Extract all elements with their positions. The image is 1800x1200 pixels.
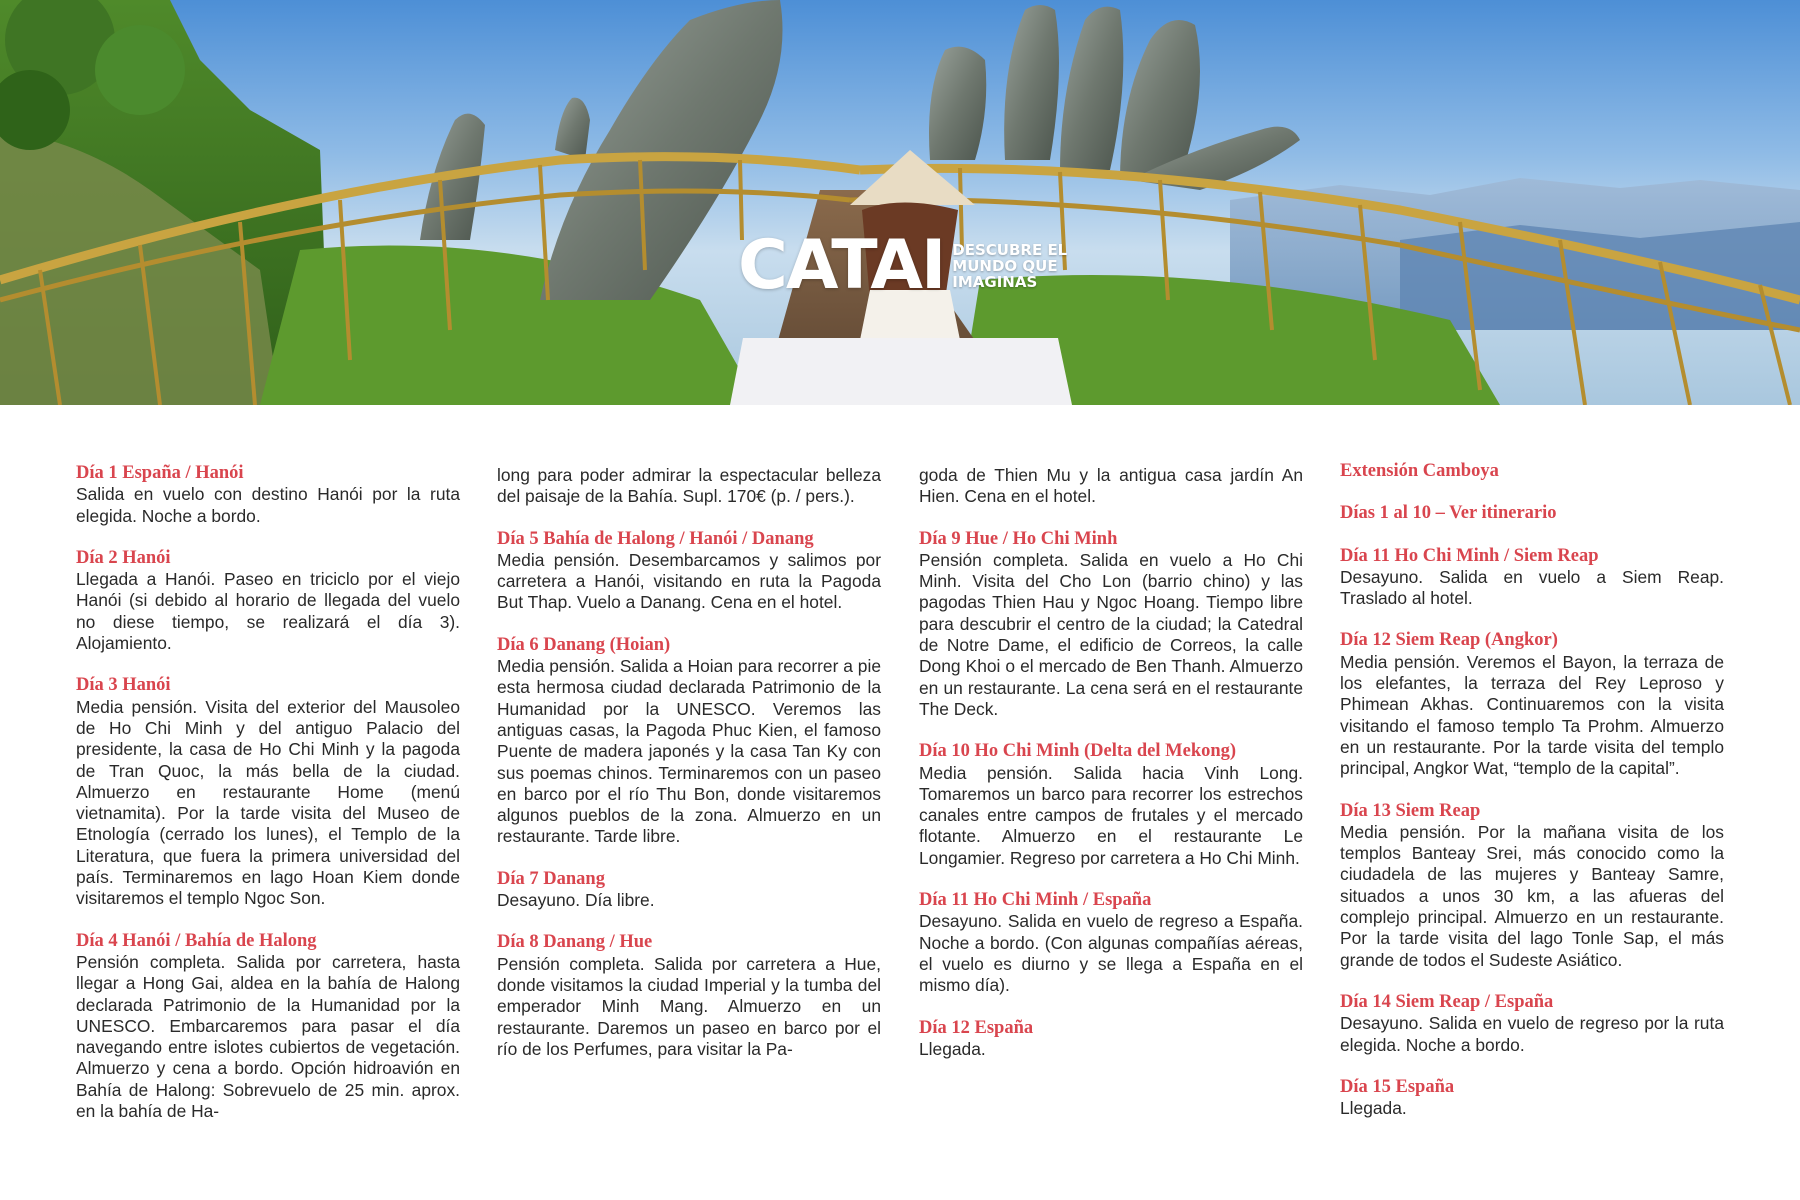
- day-title: Día 12 Siem Reap (Angkor): [1340, 630, 1558, 651]
- day-title: Día 9 Hue / Ho Chi Minh: [919, 528, 1118, 549]
- day-text: Desayuno. Día libre.: [497, 890, 655, 911]
- day-title: Día 2 Hanói: [76, 547, 171, 568]
- day-title: Día 12 España: [919, 1017, 1034, 1038]
- day-text: Media pensión. Veremos el Bayon, la terraza de los elefantes, la terraza del Rey Leproso y Phimean Akhas. Continuaremos con la visita visitando el famoso templo Ta Prohm. Almuerzo en un restaurante. Por la tarde visita del templo principal, Angkor Wat, “templo de la capital”.: [1340, 651, 1724, 779]
- day-title: Día 13 Siem Reap: [1340, 800, 1481, 821]
- day-entry: [76, 675, 460, 909]
- day-title: Día 11 Ho Chi Minh / Siem Reap: [1340, 545, 1599, 566]
- brand-name: CATAI: [738, 226, 945, 305]
- day-entry: [1340, 801, 1724, 971]
- day-text: Desayuno. Salida en vuelo de regreso por la ruta elegida. Noche a bordo.: [1340, 1013, 1724, 1055]
- day-text: Media pensión. Por la mañana visita de los templos Banteay Srei, más conocido como la ciudadela de las mujeres y Banteay Samre, situados a unos 30 km, a las afueras del complejo principal. Almuerzo en un restaurante. Por la tarde visita del lago Tonle Sap, el más grande de todos el Sudeste Asiático.: [1340, 821, 1724, 970]
- extension-heading: [1340, 461, 1724, 482]
- golden-bridge-illustration: [0, 0, 1800, 405]
- day-entry: [497, 529, 881, 614]
- day-entry: [1340, 546, 1724, 610]
- day-entry: [919, 1018, 1303, 1061]
- day-title: Día 3 Hanói: [76, 675, 171, 696]
- day-entry: [1340, 992, 1724, 1056]
- day-text-continued: long para poder admirar la espectacular belleza del paisaje de la Bahía. Supl. 170€ (p. / pers.).: [497, 465, 881, 507]
- day-title: Día 1 España / Hanói: [76, 463, 244, 483]
- day-text: Desayuno. Salida en vuelo de regreso a España. Noche a bordo. (Con algunas compañías aéreas, el vuelo es diurno y se llega a España en el mismo día).: [919, 911, 1303, 996]
- day-entry: [919, 741, 1303, 869]
- brand-tagline: DESCUBRE EL MUNDO QUE IMAGINAS: [952, 241, 1068, 291]
- day-text: Pensión completa. Salida en vuelo a Ho Chi Minh. Visita del Cho Lon (barrio chino) y las pagodas Thien Hau y Ngoc Hoang. Tiempo libre para descubrir el centro de la ciudad; la Catedral de Notre Dame, el edificio de Correos, la calle Dong Khoi o el mercado de Ben Thanh. Almuerzo en un restaurante. La cena será en el restaurante The Deck.: [919, 549, 1303, 719]
- day-title: Día 15 España: [1340, 1076, 1455, 1097]
- day-title: Día 14 Siem Reap / España: [1340, 991, 1554, 1012]
- day-entry: [497, 869, 881, 912]
- day-entry: [497, 635, 881, 848]
- day-title: Día 4 Hanói / Bahía de Halong: [76, 930, 317, 951]
- day-text: Llegada a Hanói. Paseo en triciclo por el viejo Hanói (si debido al horario de llegada del vuelo no diese tiempo, se realizará el día 3). Alojamiento.: [76, 569, 460, 654]
- day-entry: [76, 463, 460, 527]
- day-entry: [497, 465, 881, 508]
- day-entry: [1340, 1077, 1724, 1120]
- day-entry: [76, 548, 460, 654]
- day-entry: [919, 890, 1303, 996]
- day-entry: [1340, 630, 1724, 779]
- day-text: Llegada.: [919, 1038, 986, 1059]
- day-text-continued: goda de Thien Mu y la antigua casa jardín An Hien. Cena en el hotel.: [919, 465, 1303, 507]
- day-text: Media pensión. Salida a Hoian para recorrer a pie esta hermosa ciudad declarada Patrimonio de la Humanidad por la UNESCO. Veremos las antiguas casas, la Pagoda Phuc Kien, el famoso Puente de madera japonés y la casa Tan Ky con sus poemas chinos. Terminaremos con un paseo en barco por el río Thu Bon, donde visitaremos algunos pueblos de la zona. Almuerzo en un restaurante. Tarde libre.: [497, 656, 881, 847]
- day-entry: [497, 932, 881, 1060]
- day-title: Día 10 Ho Chi Minh (Delta del Mekong): [919, 741, 1237, 762]
- brand-logo: [738, 226, 1072, 305]
- day-text: Llegada.: [1340, 1098, 1407, 1119]
- day-title: Día 11 Ho Chi Minh / España: [919, 890, 1152, 911]
- day-text: Media pensión. Desembarcamos y salimos por carretera a Hanói, visitando en ruta la Pagoda But Thap. Vuelo a Danang. Cena en el hotel.: [497, 549, 881, 613]
- itinerary-column-3: [919, 465, 1303, 1081]
- day-text: Pensión completa. Salida por carretera a Hue, donde visitamos la ciudad Imperial y la tumba del emperador Minh Mang. Almuerzo en un restaurante. Daremos un paseo en barco por el río de los Perfumes, para visitar la Pa-: [497, 953, 881, 1059]
- day-title: Día 5 Bahía de Halong / Hanói / Danang: [497, 528, 814, 549]
- day-text: Salida en vuelo con destino Hanói por la ruta elegida. Noche a bordo.: [76, 484, 460, 526]
- day-entry: [919, 529, 1303, 721]
- day-title: Día 6 Danang (Hoian): [497, 634, 671, 655]
- day-title: Día 7 Danang: [497, 868, 605, 889]
- itinerary-column-2: [497, 465, 881, 1081]
- itinerary-column-1: [76, 463, 460, 1143]
- hero-image: [0, 0, 1800, 405]
- day-text: Media pensión. Visita del exterior del Mausoleo de Ho Chi Minh y del antiguo Palacio del presidente, la casa de Ho Chi Minh y la pagoda de Tran Quoc, la más bella de la ciudad. Almuerzo en restaurante Home (menú vietnamita). Por la tarde visita del Museo de Etnología (cerrado los lunes), el Templo de la Literatura, que fuera la primera universidad del país. Terminaremos en lago Hoan Kiem donde visitaremos el templo Ngoc Son.: [76, 696, 460, 909]
- extension-note: [1340, 503, 1724, 524]
- itinerary-column-4: [1340, 461, 1724, 1140]
- day-title: Día 8 Danang / Hue: [497, 932, 653, 953]
- day-entry: [76, 931, 460, 1123]
- day-entry: [919, 465, 1303, 508]
- day-text: Pensión completa. Salida por carretera, hasta llegar a Hong Gai, aldea en la bahía de Halong declarada Patrimonio de la Humanidad por la UNESCO. Embarcaremos para pasar el día navegando entre islotes cubiertos de vegetación. Almuerzo y cena a bordo. Opción hidroavión en Bahía de Halong: Sobrevuelo de 25 min. aprox. en la bahía de Ha-: [76, 951, 460, 1122]
- extension-title: Extensión Camboya: [1340, 461, 1499, 481]
- day-text: Desayuno. Salida en vuelo a Siem Reap. Traslado al hotel.: [1340, 566, 1724, 609]
- day-text: Media pensión. Salida hacia Vinh Long. Tomaremos un barco para recorrer los estrechos canales entre campos de frutales y el mercado flotante. Almuerzo en el restaurante Le Longamier. Regreso por carretera a Ho Chi Minh.: [919, 762, 1303, 868]
- see-itinerary-title: Días 1 al 10 – Ver itinerario: [1340, 503, 1557, 524]
